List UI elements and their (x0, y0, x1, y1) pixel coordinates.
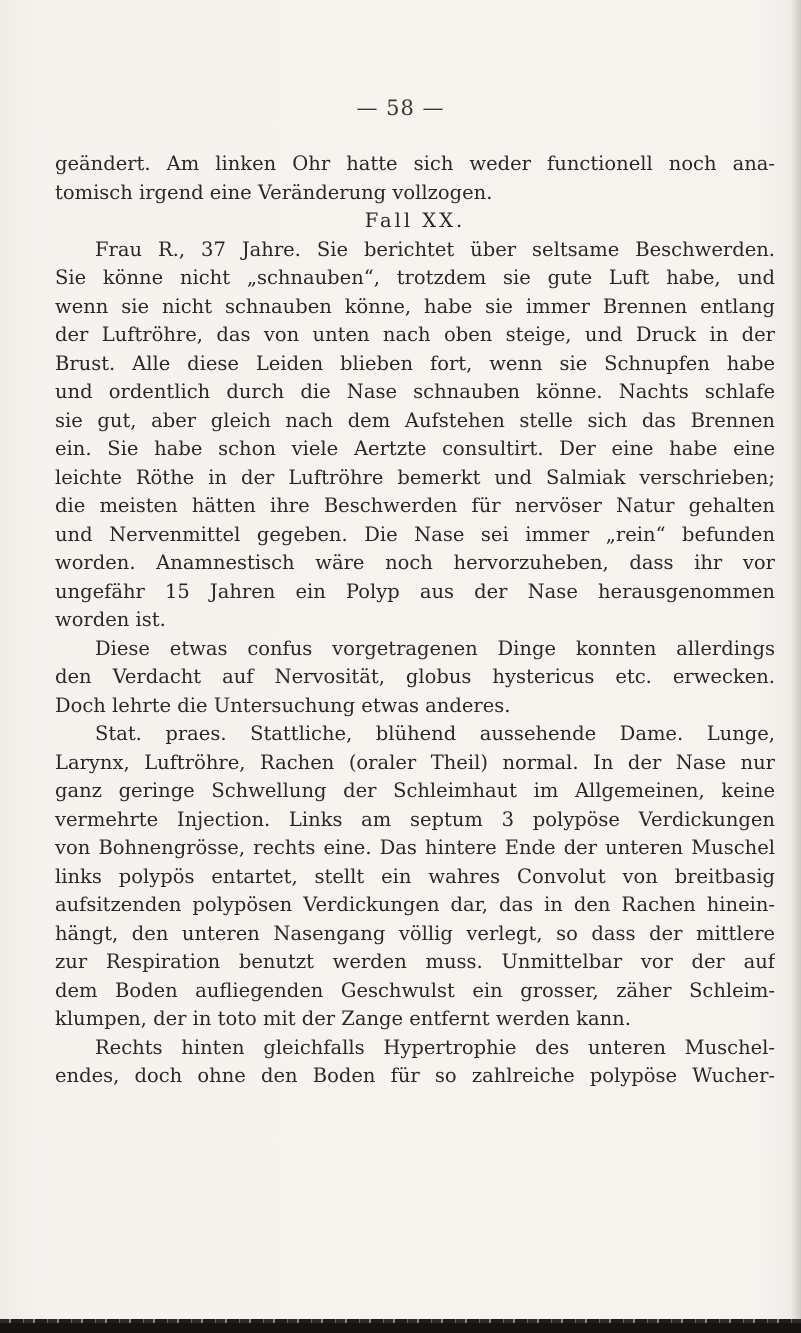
text-line: worden. Anamnestisch wäre noch hervorzuheben, dass ihr vor (55, 551, 775, 574)
text-line: Diese etwas confus vorgetragenen Dinge konnten allerdings (95, 636, 775, 660)
text-line: von Bohnengrösse, rechts eine. Das hintere Ende der unteren Muschel (55, 836, 775, 859)
text-line: sie gut, aber gleich nach dem Aufstehen stelle sich das Brennen (55, 408, 775, 432)
text-line: die meisten hätten ihre Beschwerden für nervöser Natur gehalten (55, 494, 775, 517)
text-line: Sie könne nicht „schnauben“, trotzdem sie gute Luft habe, und (55, 266, 775, 289)
text-line: tomisch irgend eine Veränderung vollzogen. (55, 180, 493, 204)
text-line: der Luftröhre, das von unten nach oben steige, und Druck in der (55, 323, 775, 346)
text-line: leichte Röthe in der Luftröhre bemerkt und Salmiak verschrieben; (55, 465, 775, 489)
text-line: ganz geringe Schwellung der Schleimhaut im Allgemeinen, keine (55, 779, 775, 802)
text-line: aufsitzenden polypösen Verdickungen dar, das in den Rachen hinein- (55, 893, 775, 916)
text-line: worden ist. (55, 608, 166, 631)
text-line: und Nervenmittel gegeben. Die Nase sei immer „rein“ befunden (55, 522, 775, 546)
text-line: links polypös entartet, stellt ein wahres Convolut von breitbasig (55, 864, 775, 888)
text-line: hängt, den unteren Nasengang völlig verlegt, so dass der mittlere (55, 921, 775, 945)
scan-bottom-edge (0, 1323, 801, 1333)
text-line: ein. Sie habe schon viele Aertzte consultirt. Der eine habe eine (55, 437, 775, 460)
section-heading: Fall XX. (364, 209, 466, 232)
text-line: Rechts hinten gleichfalls Hypertrophie des unteren Muschel- (95, 1035, 775, 1059)
text-line: endes, doch ohne den Boden für so zahlreiche polypöse Wucher- (55, 1064, 775, 1087)
text-line: ungefähr 15 Jahren ein Polyp aus der Nase herausgenommen (55, 579, 775, 603)
text-line: geändert. Am linken Ohr hatte sich weder functionell noch ana- (55, 152, 775, 175)
text-line: klumpen, der in toto mit der Zange entfernt werden kann. (55, 1007, 631, 1030)
text-line: vermehrte Injection. Links am septum 3 polypöse Verdickungen (55, 807, 775, 831)
text-line: und ordentlich durch die Nase schnauben könne. Nachts schlafe (55, 380, 775, 403)
text-line: den Verdacht auf Nervosität, globus hystericus etc. erwecken. (55, 665, 775, 688)
text-line: dem Boden aufliegenden Geschwulst ein grosser, zäher Schleim- (55, 978, 775, 1002)
text-line: Brust. Alle diese Leiden blieben fort, wenn sie Schnupfen habe (55, 351, 775, 375)
page-number: — 58 — (356, 96, 445, 120)
text-line: Doch lehrte die Untersuchung etwas anderes. (55, 693, 511, 717)
text-line: wenn sie nicht schnauben könne, habe sie immer Brennen entlang (55, 294, 775, 318)
text-line: Stat. praes. Stattliche, blühend aussehende Dame. Lunge, (95, 722, 775, 745)
text-line: Frau R., 37 Jahre. Sie berichtet über seltsame Beschwerden. (95, 237, 775, 261)
text-line: Larynx, Luftröhre, Rachen (oraler Theil) normal. In der Nase nur (55, 750, 775, 774)
page-edge-shadow (791, 0, 801, 1333)
body-text (55, 150, 775, 1091)
text-line: zur Respiration benutzt werden muss. Unmittelbar vor der auf (55, 950, 775, 973)
